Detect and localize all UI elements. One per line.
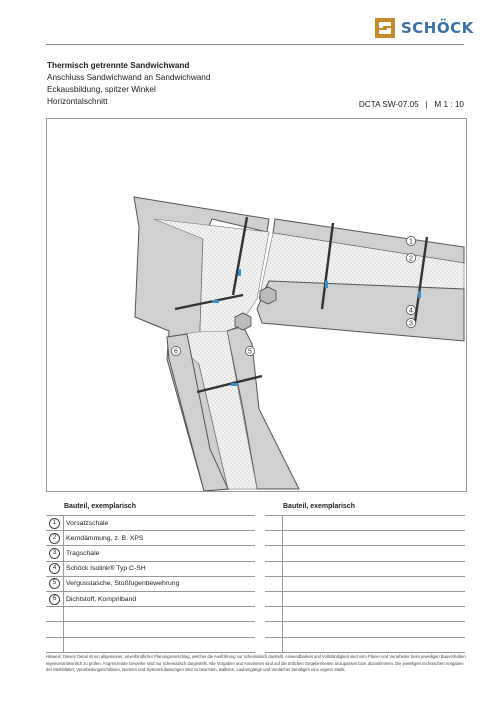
legend-row-empty: [265, 607, 465, 622]
callout-2: [406, 253, 415, 262]
subtitle-2: Eckausbildung, spitzer Winkel: [47, 85, 156, 94]
svg-text:4: 4: [409, 307, 413, 315]
legend-row-empty: [265, 531, 465, 546]
legend-row: 6 Dichtstoff, Komprilband: [46, 591, 255, 606]
legend-header-right: Bauteil, exemplarisch: [265, 498, 465, 516]
brand-mark-icon: [375, 18, 395, 38]
right-wall-inner-shell: [257, 281, 464, 341]
svg-text:3: 3: [409, 320, 413, 328]
section-drawing: [46, 118, 467, 492]
callout-5: [245, 346, 254, 355]
legend-row-empty: [265, 591, 465, 606]
disclaimer-note: Hinweis: Dieses Detail ist ein allgemeiner, unverbindlicher Planungsvorschlag, welcher die Ausführung nur schematisch darstellt. Anwendbarkeit und Vollständigkeit sind vom Planer und Verarbeiter beim jeweiligen Bauvorhaben eigenverantwortlich zu prüfen. Angrenzende Gewerke sind nur schematisch dargestellt. Alle Vorgaben und Annahmen sind auf die örtlichen Gegebenheiten anzupassen bzw. abzustimmen. Die jeweiligen technischen Vorgaben der Merkblätter, Verarbeitungsrichtlinien, Normen und Systemzulassungen sind zu beachten. Balkone, Laubengänge und Vordächer benötigen eine eigene Statik.: [46, 654, 466, 673]
subtitle-1: Anschluss Sandwichwand an Sandwichwand: [47, 73, 211, 82]
svg-text:1: 1: [409, 238, 413, 246]
legend-row: 3 Tragschale: [46, 546, 255, 561]
joint-connector-top: [260, 287, 276, 304]
legend-row-empty: [46, 622, 255, 637]
legend-table-right: [265, 498, 465, 653]
legend-row: 5 Vergusstasche, Stoßfugenbewehrung: [46, 576, 255, 591]
drawing-reference: DCTA SW-07.05 | M 1 : 10: [358, 100, 464, 109]
svg-text:2: 2: [409, 255, 413, 263]
callout-4: [406, 305, 415, 314]
corner-detail-svg: [47, 119, 466, 491]
legend-row-empty: [265, 546, 465, 561]
legend-row: 4 Schöck Isolink® Typ C-SH: [46, 561, 255, 576]
subtitle-3: Horizontalschnitt: [47, 97, 108, 106]
brand-logo: [375, 18, 474, 38]
top-divider: [46, 44, 464, 45]
legend-row-empty: [46, 637, 255, 652]
page-header: [47, 60, 210, 108]
callout-1: [406, 236, 415, 245]
legend-row-empty: [265, 516, 465, 531]
legend-row-empty: [265, 637, 465, 652]
page-title: Thermisch getrennte Sandwichwand: [47, 61, 190, 70]
legend-header-left: Bauteil, exemplarisch: [46, 498, 255, 516]
legend-table-left: [46, 498, 255, 653]
joint-connector-bottom: [235, 313, 251, 330]
brand-name: SCHÖCK: [401, 19, 474, 37]
svg-text:5: 5: [248, 348, 252, 356]
legend-row: 1 Vorsatzschale: [46, 516, 255, 531]
legend-row-empty: [265, 561, 465, 576]
callout-3: [406, 318, 415, 327]
callout-6: [171, 346, 180, 355]
svg-text:6: 6: [174, 348, 178, 356]
legend-row-empty: [265, 576, 465, 591]
legend-row-empty: [265, 622, 465, 637]
legend-row-empty: [46, 607, 255, 622]
legend-row: 2 Kerndämmung, z. B. XPS: [46, 531, 255, 546]
